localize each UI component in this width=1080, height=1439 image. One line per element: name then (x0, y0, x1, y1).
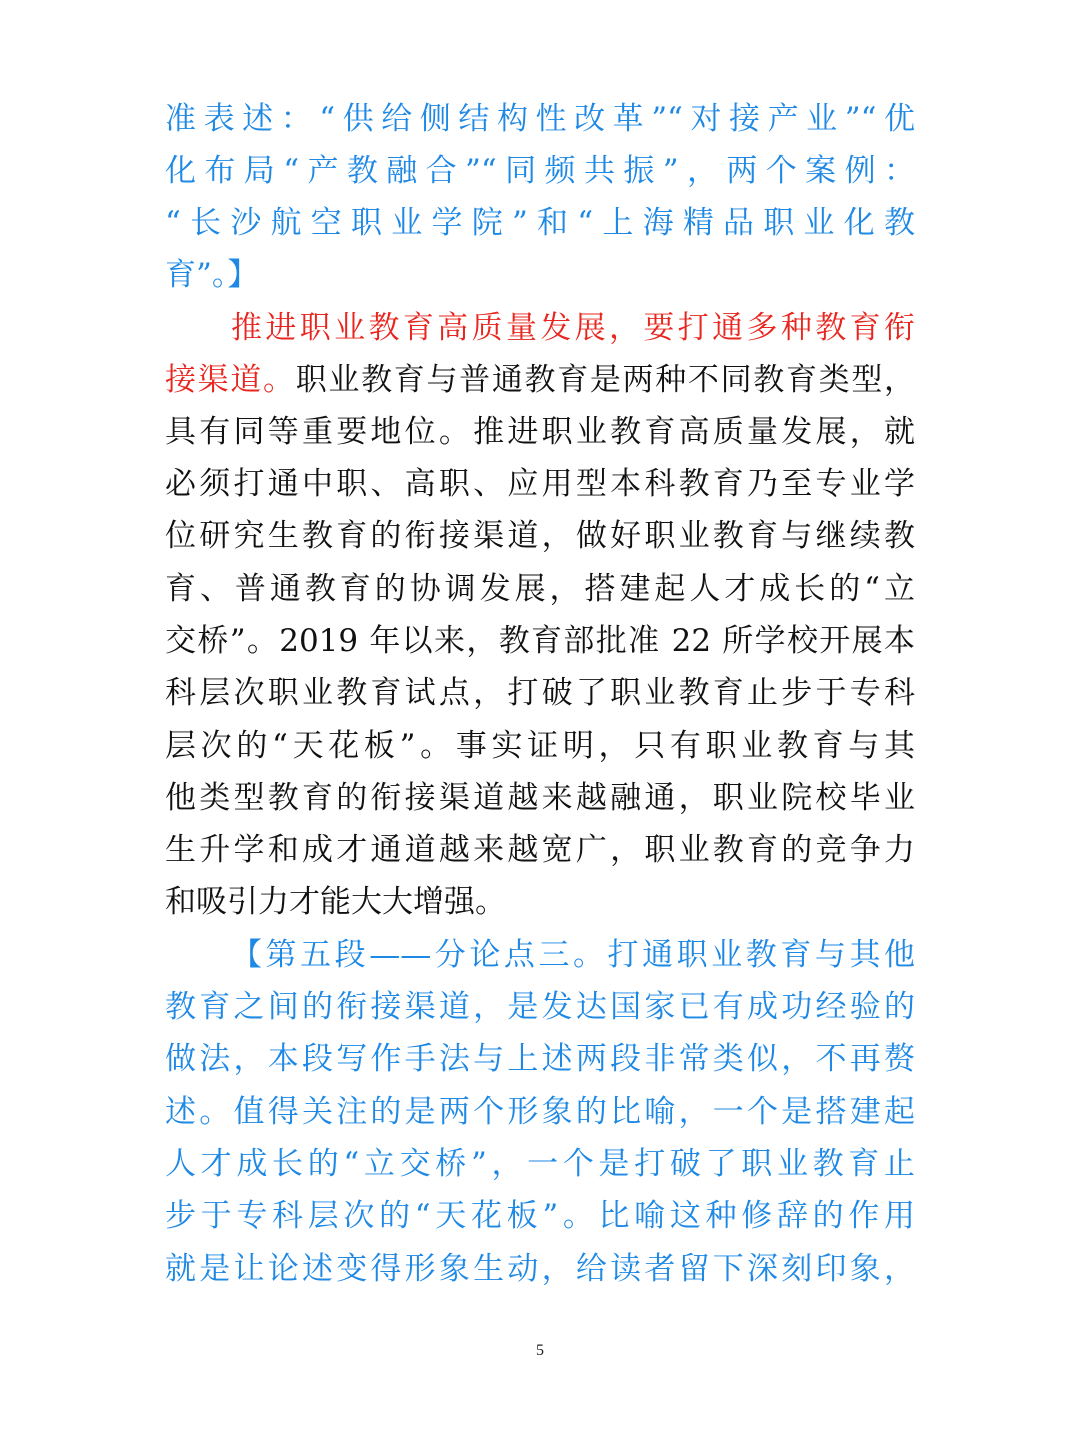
paragraph-lead-sentence: 推进职业教育高质量发展，要打通多种教育衔 (231, 310, 915, 346)
paragraph-line: 位研究生教育的衔接渠道，做好职业教育与继续教 (165, 518, 915, 554)
commentary-bottom-first-line: 【第五段——分论点三。打通职业教育与其他 (231, 937, 915, 973)
commentary-top-line-2: 化布局“产教融合”“同频共振”，两个案例： (165, 153, 915, 189)
paragraph-line: 和吸引力才能大大增强。 (165, 884, 506, 920)
page-number: 5 (536, 1342, 544, 1359)
paragraph-line: 育、普通教育的协调发展，搭建起人才成长的“立 (165, 571, 915, 607)
commentary-bottom-line: 做法，本段写作手法与上述两段非常类似，不再赘 (165, 1041, 915, 1077)
paragraph-line: 交桥”。2019 年以来，教育部批准 22 所学校开展本 (165, 623, 915, 659)
paragraph-line: 具有同等重要地位。推进职业教育高质量发展，就 (165, 414, 915, 450)
paragraph-line-2-text: 职业教育与普通教育是两种不同教育类型， (295, 362, 916, 398)
paragraph-line: 他类型教育的衔接渠道越来越融通，职业院校毕业 (165, 780, 915, 816)
commentary-bottom-line: 述。值得关注的是两个形象的比喻，一个是搭建起 (165, 1094, 915, 1130)
paragraph-line: 层次的“天花板”。事实证明，只有职业教育与其 (165, 728, 915, 764)
paragraph-line: 生升学和成才通道越来越宽广，职业教育的竞争力 (165, 832, 915, 868)
paragraph-line-2 (165, 354, 915, 406)
commentary-bottom-line: 就是让论述变得形象生动，给读者留下深刻印象， (165, 1251, 915, 1287)
paragraph-line: 科层次职业教育试点，打破了职业教育止步于专科 (165, 675, 915, 711)
commentary-bottom-line: 步于专科层次的“天花板”。比喻这种修辞的作用 (165, 1198, 915, 1234)
paragraph-line: 必须打通中职、高职、应用型本科教育乃至专业学 (165, 466, 915, 502)
commentary-top-line-1: 准表述：“供给侧结构性改革”“对接产业”“优 (165, 101, 915, 137)
commentary-top-line-3: “长沙航空职业学院”和“上海精品职业化教 (165, 205, 915, 241)
commentary-bottom-line: 人才成长的“立交桥”，一个是打破了职业教育止 (165, 1146, 915, 1182)
paragraph-lead-sentence-end: 接渠道。 (165, 362, 296, 398)
commentary-top-line-4: 育”。】 (165, 257, 259, 293)
commentary-bottom-line: 教育之间的衔接渠道，是发达国家已有成功经验的 (165, 989, 915, 1025)
